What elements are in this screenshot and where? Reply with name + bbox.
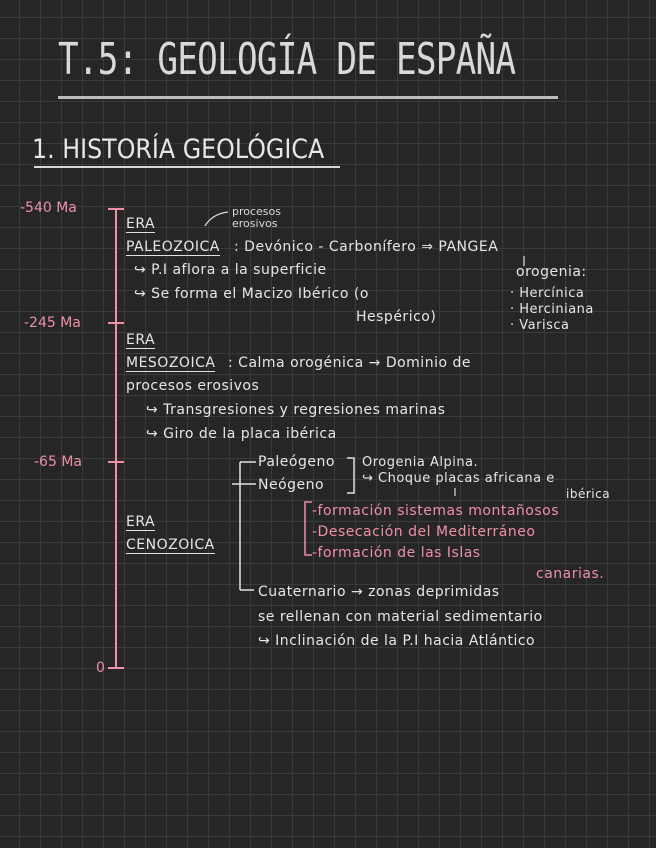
mesozoic-name: MESOZOICA — [126, 355, 216, 371]
annotation-arrow — [205, 212, 228, 226]
section-heading: 1. HISTORÍA GEOLÓGICA — [32, 134, 325, 165]
quaternary-line-1: Cuaternario → zonas deprimidas — [258, 584, 500, 600]
page-title: T.5: GEOLOGÍA DE ESPAÑA — [58, 34, 516, 85]
orogeny-item-hercinica: · Hercínica — [510, 286, 585, 301]
tick-label-65: -65 Ma — [34, 454, 82, 470]
quaternary-line-2: se rellenan con material sedimentario — [258, 609, 543, 625]
effects-bracket — [305, 502, 312, 555]
plate-collision-tail: ibérica — [566, 487, 611, 501]
cenozoic-name: CENOZOICA — [126, 537, 215, 553]
paleogene-label: Paleógeno — [258, 454, 335, 470]
orogeny-item-varisca: · Varisca — [510, 318, 570, 333]
orogeny-item-herciniana: · Herciniana — [510, 302, 594, 317]
mesozoic-line-2: procesos erosivos — [126, 378, 260, 394]
paleozoic-annotation: procesos erosivos — [232, 205, 282, 230]
effect-canary-islands: -formación de las Islas — [312, 545, 481, 561]
paleozoic-periods: : Devónico - Carbonífero ⇒ PANGEA — [234, 239, 499, 255]
mesozoic-line-3: ↪ Transgresiones y regresiones marinas — [146, 402, 446, 418]
paleozoic-line-2: ↪ Se forma el Macizo Ibérico (o — [134, 286, 369, 302]
cenozoic-era-label: ERA — [126, 514, 156, 530]
paleozoic-name: PALEOZOICA — [126, 239, 220, 255]
paleozoic-line-3: Hespérico) — [356, 309, 437, 325]
orogeny-title: orogenia: — [516, 264, 587, 280]
tick-label-245: -245 Ma — [24, 315, 81, 331]
effect-mediterranean: -Desecación del Mediterráneo — [312, 524, 536, 540]
neogene-label: Neógeno — [258, 477, 325, 493]
alpine-orogeny: Orogenia Alpina. — [362, 455, 479, 470]
mesozoic-line-4: ↪ Giro de la placa ibérica — [146, 426, 337, 442]
quaternary-line-3: ↪ Inclinación de la P.I hacia Atlántico — [258, 633, 536, 649]
plate-collision: ↪ Choque placas africana e — [362, 471, 555, 486]
tick-label-540: -540 Ma — [20, 200, 77, 216]
mesozoic-era-label: ERA — [126, 332, 156, 348]
paleozoic-line-1: ↪ P.I aflora a la superficie — [134, 262, 327, 278]
effect-mountain-systems: -formación sistemas montañosos — [312, 503, 560, 519]
tick-label-0: 0 — [96, 660, 105, 676]
effect-canary-islands-tail: canarias. — [536, 566, 605, 582]
mesozoic-line-1: : Calma orogénica → Dominio de — [228, 355, 471, 371]
paleozoic-era-label: ERA — [126, 216, 156, 232]
